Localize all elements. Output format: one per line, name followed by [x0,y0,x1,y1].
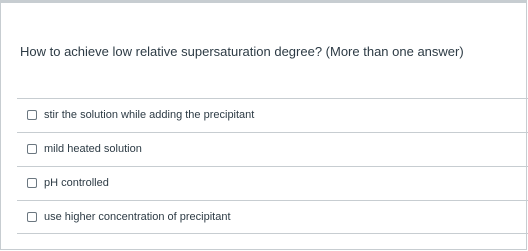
answer-checkbox[interactable] [27,110,37,120]
answer-label[interactable]: use higher concentration of precipitant [44,211,231,223]
answer-option[interactable] [17,200,528,234]
answer-label[interactable]: mild heated solution [44,143,142,155]
question-text: How to achieve low relative supersaturation degree? (More than one answer) [20,44,464,59]
answer-checkbox[interactable] [27,144,37,154]
answer-checkbox[interactable] [27,178,37,188]
answer-list [17,98,528,234]
answer-option[interactable] [17,166,528,200]
answer-label[interactable]: pH controlled [44,177,109,189]
answer-label[interactable]: stir the solution while adding the precipitant [44,109,255,121]
answer-option[interactable] [17,98,528,132]
answer-option[interactable] [17,132,528,166]
answer-checkbox[interactable] [27,212,37,222]
